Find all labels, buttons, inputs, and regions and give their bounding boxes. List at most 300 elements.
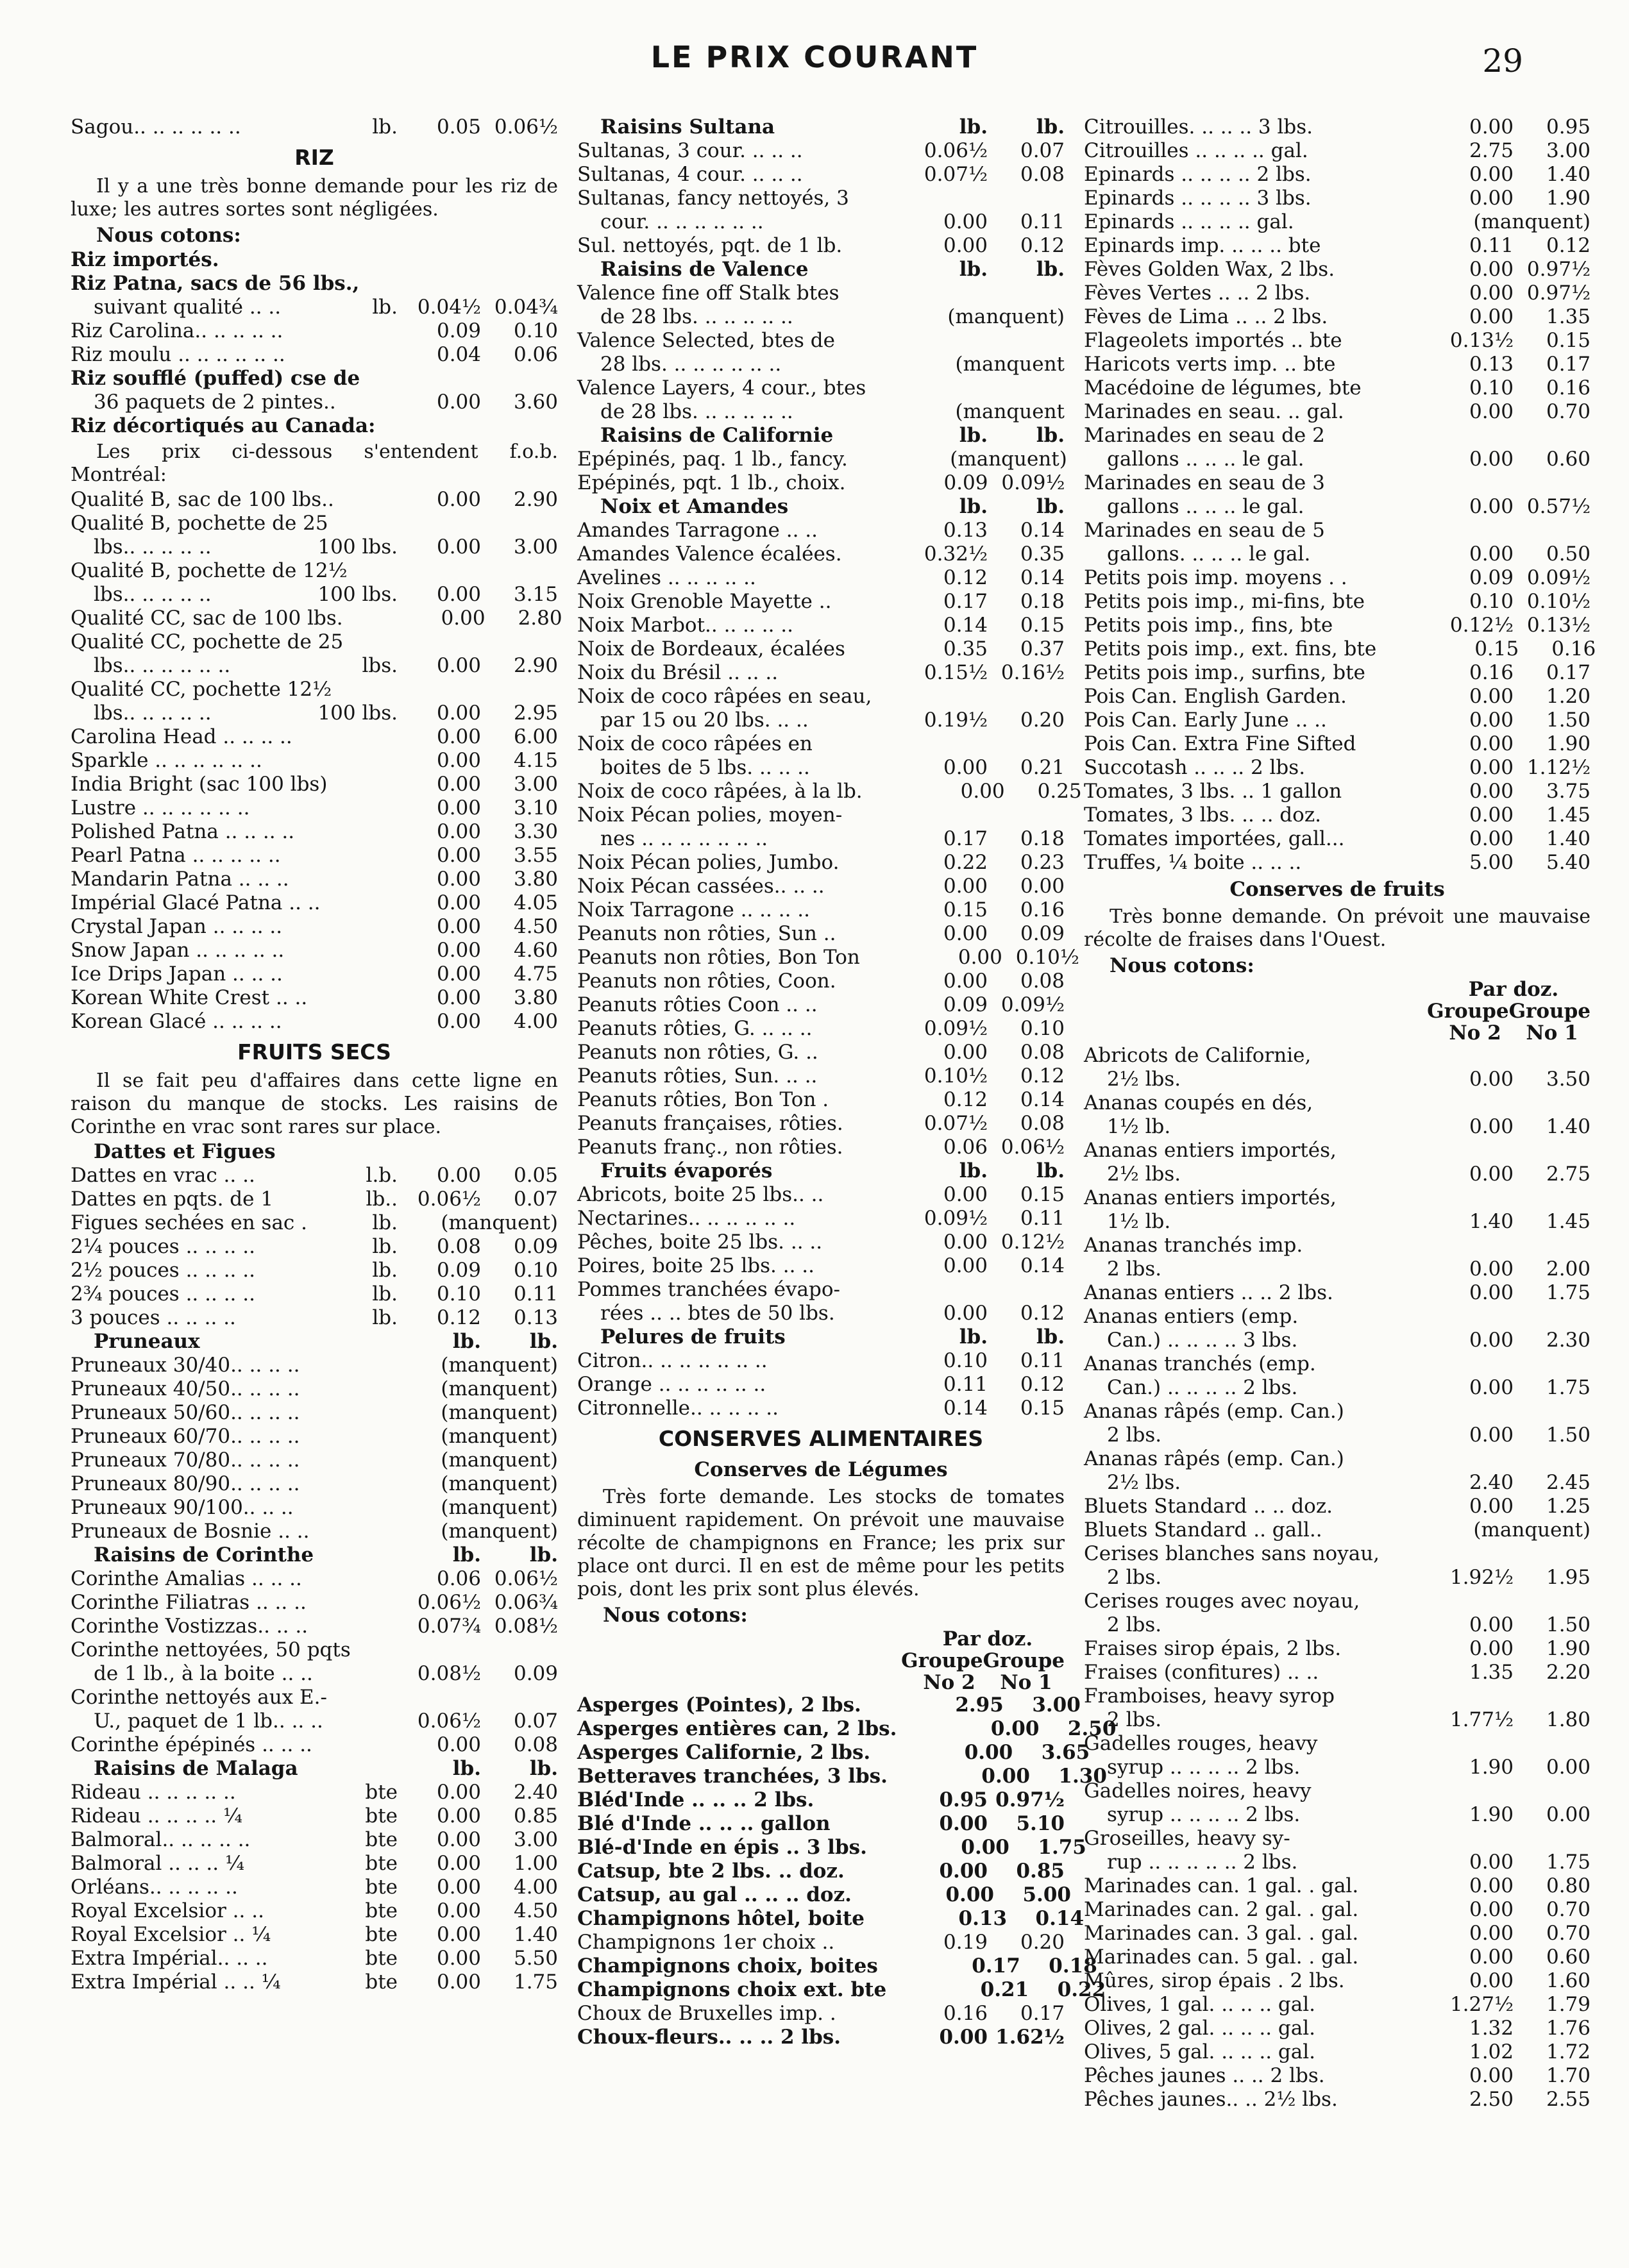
subsection-title: Raisins de Californie [600, 424, 834, 447]
item-label: Abricots, boite 25 lbs.. .. [577, 1183, 824, 1206]
unit-header: lb. [1036, 1159, 1065, 1182]
item-label: Amandes Tarragone .. .. [577, 519, 818, 542]
price-row [1084, 851, 1591, 875]
price-row [577, 376, 1065, 400]
item-label: Pruneaux 30/40.. .. .. .. [71, 1354, 300, 1377]
price-row [577, 281, 1065, 305]
price-row [577, 590, 1065, 614]
price-high: 4.50 [513, 915, 558, 938]
price-row [1084, 1851, 1591, 1874]
price-low: 1.27½ [1449, 1993, 1514, 2016]
price-high: 0.18 [1049, 1954, 1097, 1978]
price-row [577, 448, 1065, 471]
item-label: Riz Carolina.. .. .. .. .. [71, 319, 283, 342]
price-low: 0.14 [943, 1397, 988, 1420]
sub-heading: Riz décortiqués au Canada: [71, 414, 376, 437]
price-low: 0.12½ [1449, 614, 1514, 637]
price-row [1084, 1163, 1591, 1186]
price-high: 0.97½ [1526, 281, 1591, 305]
price-low: 0.15 [1474, 637, 1519, 660]
subsection-title: Noix et Amandes [600, 495, 789, 518]
price-low: 0.00 [1469, 1898, 1514, 1921]
price-row [577, 875, 1065, 898]
price-low: 0.00 [943, 234, 988, 257]
item-label: par 15 ou 20 lbs. .. .. [600, 709, 809, 732]
price-high: 4.75 [513, 962, 558, 986]
item-label: Riz moulu .. .. .. .. .. .. [71, 343, 285, 366]
price-row [1084, 1471, 1591, 1495]
price-row [71, 1828, 558, 1852]
subsection-title: Raisins de Malaga [94, 1757, 298, 1780]
price-low: 0.00 [1469, 1257, 1514, 1281]
price-low: 0.19 [943, 1931, 988, 1954]
price-low: 0.07½ [924, 163, 988, 186]
item-label: lbs.. .. .. .. .. [94, 583, 212, 606]
price-row [71, 1354, 558, 1377]
price-row [1084, 1091, 1591, 1115]
price-low: 0.00 [1469, 1874, 1514, 1897]
price-high: 0.14 [1020, 1088, 1065, 1111]
price-high: 2.80 [518, 607, 562, 630]
price-row [1084, 1139, 1591, 1163]
price-row [71, 1010, 558, 1034]
price-low: 0.08½ [417, 1662, 481, 1685]
price-high: 1.50 [1546, 1424, 1591, 1447]
item-label: Blé-d'Inde en épis .. 3 lbs. [577, 1836, 867, 1859]
price-row [1084, 1210, 1591, 1234]
item-unit: lb. [372, 1211, 398, 1234]
price-low: 0.06½ [417, 1591, 481, 1614]
price-high: 3.55 [513, 844, 558, 867]
price-row [1084, 756, 1591, 780]
item-label: Sultanas, 3 cour. .. .. .. [577, 139, 803, 162]
item-label: gallons .. .. .. le gal. [1107, 448, 1304, 471]
item-label: Noix Pécan cassées.. .. .. [577, 875, 825, 898]
price-high: 0.00 [1546, 1803, 1591, 1826]
price-low: 0.00 [436, 583, 481, 606]
price-high: 0.08 [1020, 163, 1065, 186]
price-high: 0.11 [1020, 1207, 1065, 1230]
price-low: 0.04 [436, 343, 481, 366]
price-row [71, 1377, 558, 1401]
price-high: 0.07 [513, 1709, 558, 1733]
item-label: Cerises rouges avec noyau, [1084, 1590, 1360, 1613]
item-label: Asperges entières can, 2 lbs. [577, 1717, 897, 1740]
price-row [1084, 1993, 1591, 2017]
price-low: 0.07¾ [417, 1615, 481, 1638]
price-row [1084, 329, 1591, 353]
price-high: 2.00 [1546, 1257, 1591, 1281]
subsection-rows [577, 448, 1065, 495]
price-high: 2.50 [1067, 1717, 1117, 1740]
item-label: Pêches, boite 25 lbs. .. .. [577, 1231, 823, 1254]
price-row [577, 139, 1065, 163]
price-row [71, 1947, 558, 1970]
price-high: 0.15 [1020, 1183, 1065, 1206]
item-label: Noix Grenoble Mayette .. [577, 590, 832, 613]
groupe-label: Groupe [901, 1649, 983, 1672]
price-low: 0.00 [436, 915, 481, 938]
item-label: Polished Patna .. .. .. .. [71, 820, 295, 843]
item-label: Noix de Bordeaux, écalées [577, 637, 845, 660]
price-high: 0.08 [1020, 1112, 1065, 1135]
unit-header: lb. [1036, 1325, 1065, 1348]
price-row [577, 851, 1065, 875]
price-row [1084, 187, 1591, 210]
item-label: 28 lbs. .. .. .. .. .. .. [600, 353, 782, 376]
item-label: de 28 lbs. .. .. .. .. .. [600, 305, 793, 328]
subsection-rows [71, 1781, 558, 1994]
item-label: Peanuts rôties, G. .. .. .. [577, 1017, 813, 1040]
item-label: Corinthe Amalias .. .. .. [71, 1567, 302, 1590]
item-label: Pruneaux 60/70.. .. .. .. [71, 1425, 300, 1448]
price-high: 3.50 [1546, 1068, 1591, 1091]
price-low: 0.00 [943, 1254, 988, 1277]
price-low: 0.00 [436, 749, 481, 772]
item-label: gallons .. .. .. le gal. [1107, 495, 1304, 518]
price-row [577, 1397, 1065, 1420]
price-high: 1.40 [1546, 1115, 1591, 1138]
item-label: India Bright (sac 100 lbs) [71, 773, 328, 796]
item-label: Amandes Valence écalées. [577, 542, 842, 566]
price-low: 0.00 [436, 939, 481, 962]
price-row [71, 1662, 558, 1686]
price-high: 0.35 [1020, 542, 1065, 566]
subsection-title: Raisins de Valence [600, 258, 809, 281]
item-label: Sparkle .. .. .. .. .. .. [71, 749, 262, 772]
price-high: 4.50 [513, 1899, 558, 1922]
price-high: 2.20 [1546, 1661, 1591, 1684]
price-high: 0.12 [1546, 234, 1591, 257]
price-low: 0.00 [1469, 1637, 1514, 1660]
price-low: 0.11 [943, 1373, 988, 1396]
price-high: 0.23 [1020, 851, 1065, 874]
price-high: 6.00 [513, 725, 558, 748]
price-high: 0.14 [1020, 566, 1065, 589]
price-row [577, 1207, 1065, 1231]
groupe-header [577, 1650, 1065, 1672]
item-label: Asperges Californie, 2 lbs. [577, 1741, 871, 1764]
price-high: 0.60 [1546, 1945, 1591, 1969]
price-row [1084, 1044, 1591, 1068]
price-row [1084, 1779, 1591, 1803]
price-high: 4.05 [513, 891, 558, 914]
price-row [577, 187, 1065, 210]
price-row [577, 614, 1065, 637]
price-row [577, 163, 1065, 187]
price-high: 0.21 [1020, 756, 1065, 779]
column-3 [1084, 115, 1596, 2219]
item-label: Petits pois imp., mi-fins, bte [1084, 590, 1365, 613]
price-row [71, 1472, 558, 1496]
price-low: 0.13 [958, 1907, 1008, 1930]
subsection-rows [71, 1567, 558, 1757]
item-label: Balmoral .. .. .. ¼ [71, 1852, 245, 1875]
price-low: 0.00 [1469, 2064, 1514, 2087]
unit-header: lb. [959, 1159, 988, 1182]
price-high: 0.13 [513, 1306, 558, 1329]
item-label: Pommes tranchées évapo- [577, 1278, 840, 1301]
item-label: Riz Patna, sacs de 56 lbs., [71, 272, 360, 295]
subsection-rows [577, 281, 1065, 424]
price-row [71, 512, 558, 535]
price-row [1084, 1590, 1591, 1613]
price-row [1084, 827, 1591, 851]
price-row [1084, 1969, 1591, 1993]
item-label: Sultanas, fancy nettoyés, 3 [577, 187, 849, 210]
price-low: 0.00 [960, 780, 1005, 803]
price-row [1084, 803, 1591, 827]
price-high: 0.06½ [494, 1567, 558, 1590]
price-row [71, 939, 558, 962]
no-header [1084, 1022, 1591, 1044]
item-label: Betteraves tranchées, 3 lbs. [577, 1765, 888, 1788]
price-low: 0.95 [939, 1788, 988, 1811]
price-row [577, 946, 1079, 970]
item-label: Peanuts rôties, Sun. .. .. [577, 1064, 818, 1088]
item-unit: bte [365, 1876, 398, 1899]
section-heading-riz: RIZ [294, 145, 334, 170]
price-row [1084, 2064, 1591, 2088]
item-label: gallons. .. .. .. le gal. [1107, 542, 1311, 566]
price-low: 0.00 [436, 391, 481, 414]
unit-header: lb. [529, 1330, 558, 1353]
price-high: 1.62½ [995, 2026, 1065, 2049]
price-low: 0.00 [943, 875, 988, 898]
price-row [1084, 1756, 1591, 1779]
price-low: 1.90 [1469, 1756, 1514, 1779]
price-high: 2.30 [1546, 1329, 1591, 1352]
price-row [577, 234, 1065, 258]
price-high: 0.15 [1020, 1397, 1065, 1420]
item-unit: bte [365, 1852, 398, 1875]
column-2 [577, 115, 1117, 2219]
price-high: 1.20 [1546, 685, 1591, 708]
item-label: Pruneaux 40/50.. .. .. .. [71, 1377, 300, 1400]
price-low: 0.00 [943, 756, 988, 779]
price-low: 0.00 [939, 1860, 988, 1883]
item-label: 2½ lbs. [1107, 1471, 1181, 1494]
price-low: 0.00 [1469, 780, 1514, 803]
price-row [577, 1278, 1065, 1302]
price-low: 0.00 [943, 1231, 988, 1254]
price-low: 0.00 [436, 796, 481, 819]
item-label: Qualité CC, pochette 12½ [71, 678, 332, 701]
price-high: 5.50 [513, 1947, 558, 1970]
price-row [71, 678, 558, 701]
item-label: Orange .. .. .. .. .. .. [577, 1373, 766, 1396]
page-number: 29 [1482, 42, 1523, 80]
price-row [1084, 2088, 1591, 2112]
price-low: 0.00 [436, 1947, 481, 1970]
price-high: 0.16 [1546, 376, 1591, 399]
price-low: 0.09 [436, 1259, 481, 1282]
price-high: 0.04¾ [494, 296, 558, 319]
price-row [1084, 1376, 1591, 1400]
par-doz-header [1084, 979, 1591, 1000]
item-unit: bte [365, 1804, 398, 1827]
item-label: Impérial Glacé Patna .. .. [71, 891, 321, 914]
price-status: (manquent) [441, 1496, 558, 1519]
item-label: Epinards .. .. .. .. 3 lbs. [1084, 187, 1312, 210]
item-label: Valence Layers, 4 cour., btes [577, 376, 866, 399]
price-row [577, 2002, 1065, 2026]
price-low: 0.00 [436, 1164, 481, 1187]
item-label: Citronnelle.. .. .. .. .. [577, 1397, 779, 1420]
price-low: 0.00 [436, 725, 481, 748]
price-row [1084, 1281, 1591, 1305]
price-low: 0.16 [943, 2002, 988, 2025]
price-high: 0.17 [1546, 661, 1591, 684]
fob-note: Les prix ci-dessous s'entendent f.o.b. Montréal: [71, 441, 558, 486]
price-low: 0.00 [1469, 495, 1514, 518]
price-low: 0.00 [436, 868, 481, 891]
item-label: Pruneaux 50/60.. .. .. .. [71, 1401, 300, 1424]
item-label: 2½ lbs. [1107, 1068, 1181, 1091]
item-label: Extra Impérial .. .. ¼ [71, 1970, 281, 1994]
item-label: Riz soufflé (puffed) cse de [71, 367, 360, 390]
price-row [1084, 281, 1591, 305]
price-low: 0.10 [1469, 376, 1514, 399]
price-high: 3.65 [1041, 1741, 1090, 1764]
price-row [1084, 1922, 1591, 1945]
price-row [577, 1693, 1081, 1717]
price-high: 0.05 [513, 1164, 558, 1187]
price-row [577, 756, 1065, 780]
price-high: 0.06¾ [494, 1591, 558, 1614]
item-label: Qualité B, pochette de 25 [71, 512, 328, 535]
price-status: (manquent) [441, 1354, 558, 1377]
item-label: Pruneaux de Bosnie .. .. [71, 1520, 310, 1543]
item-label: Epinards .. .. .. .. gal. [1084, 210, 1294, 233]
price-high: 2.95 [513, 701, 558, 725]
price-high: 0.18 [1020, 590, 1065, 613]
price-low: 0.00 [1469, 1281, 1514, 1304]
price-low: 0.00 [1469, 1969, 1514, 1992]
price-high: 0.17 [1546, 353, 1591, 376]
item-label: Citrouilles. .. .. .. 3 lbs. [1084, 115, 1313, 139]
price-low: 0.00 [1469, 732, 1514, 755]
item-label: Petits pois imp., fins, bte [1084, 614, 1333, 637]
market-note: Il y a une très bonne demande pour les riz de luxe; les autres sortes sont négligées. [71, 175, 558, 221]
item-label: Marinades can. 1 gal. . gal. [1084, 1874, 1359, 1897]
item-label: Marinades can. 2 gal. . gal. [1084, 1898, 1359, 1921]
item-unit: bte [365, 1828, 398, 1851]
price-row [1084, 1803, 1591, 1827]
price-high: 1.80 [1546, 1708, 1591, 1731]
price-row [577, 1349, 1065, 1373]
subsection-title: Raisins Sultana [600, 115, 775, 139]
item-label: 2 lbs. [1107, 1566, 1162, 1589]
item-label: Catsup, bte 2 lbs. .. doz. [577, 1860, 845, 1883]
price-high: 1.50 [1546, 709, 1591, 732]
price-row [1084, 1305, 1591, 1329]
item-unit: lb. [372, 1259, 398, 1282]
price-row [1084, 1874, 1591, 1898]
item-label: Royal Excelsior .. ¼ [71, 1923, 271, 1946]
price-low: 1.90 [1469, 1803, 1514, 1826]
no2-label: No 2 [1449, 1021, 1501, 1045]
price-high: 0.11 [1020, 1349, 1065, 1372]
price-low: 0.00 [1469, 258, 1514, 281]
price-low: 0.00 [945, 1883, 994, 1906]
price-low: 0.09½ [924, 1017, 988, 1040]
item-label: Fraises (confitures) .. .. [1084, 1661, 1319, 1684]
price-row [1084, 115, 1591, 139]
item-unit: lb. [372, 115, 398, 139]
item-label: Flageolets importés .. bte [1084, 329, 1342, 352]
price-high: 0.22 [1057, 1978, 1106, 2001]
price-row [1084, 1945, 1591, 1969]
price-low: 0.00 [1469, 542, 1514, 566]
price-row [577, 685, 1065, 709]
item-label: Dattes en pqts. de 1 [71, 1188, 274, 1211]
price-low: 0.06 [943, 1136, 988, 1159]
price-high: 3.30 [513, 820, 558, 843]
price-row [577, 1088, 1065, 1112]
price-low: 2.75 [1469, 139, 1514, 162]
item-label: Olives, 1 gal. .. .. .. gal. [1084, 1993, 1316, 2016]
price-high: 1.90 [1546, 1637, 1591, 1660]
price-high: 1.40 [513, 1923, 558, 1946]
unit-header: lb. [959, 115, 988, 139]
price-row [71, 1496, 558, 1520]
subsection-title: Pelures de fruits [600, 1325, 786, 1348]
price-low: 0.00 [436, 1923, 481, 1946]
item-label: Valence fine off Stalk btes [577, 281, 840, 305]
item-label: Ananas coupés en dés, [1084, 1091, 1313, 1114]
price-row [71, 1709, 558, 1733]
price-row [1084, 471, 1591, 495]
price-low: 0.00 [939, 1812, 988, 1835]
item-label: Pruneaux 90/100.. .. .. [71, 1496, 294, 1519]
price-high: 5.00 [1022, 1883, 1071, 1906]
item-label: 2 lbs. [1107, 1257, 1162, 1281]
page-title: LE PRIX COURANT [650, 40, 979, 74]
price-status: (manquent) [441, 1211, 558, 1234]
item-unit: lb. [372, 1306, 398, 1329]
item-unit: lbs. [362, 654, 398, 677]
price-high: 0.09½ [1000, 993, 1065, 1016]
price-row [71, 1686, 558, 1709]
price-row [1084, 1234, 1591, 1257]
price-row [71, 1567, 558, 1591]
item-label: lbs.. .. .. .. .. [94, 535, 212, 559]
item-label: boites de 5 lbs. .. .. .. [600, 756, 810, 779]
price-low: 1.02 [1469, 2040, 1514, 2063]
item-label: Pêches jaunes.. .. 2½ lbs. [1084, 2088, 1338, 2111]
subsection-rows [577, 1183, 1065, 1325]
price-row [71, 319, 558, 343]
item-label: Crystal Japan .. .. .. .. [71, 915, 283, 938]
item-label: Rideau .. .. .. .. ¼ [71, 1804, 243, 1827]
price-row [1084, 1352, 1591, 1376]
price-low: 0.00 [1469, 281, 1514, 305]
unit-header: lb. [959, 1325, 988, 1348]
item-label: Ananas entiers (emp. [1084, 1305, 1299, 1328]
price-row [71, 1306, 558, 1330]
item-label: Cerises blanches sans noyau, [1084, 1542, 1380, 1565]
price-row [1084, 258, 1591, 281]
item-label: Qualité B, sac de 100 lbs.. [71, 488, 334, 511]
riz-items [71, 319, 558, 367]
price-row [577, 1836, 1086, 1860]
price-status: (manquent) [441, 1377, 558, 1400]
price-high: 0.10 [1020, 1017, 1065, 1040]
item-label: Qualité B, pochette de 12½ [71, 559, 348, 582]
price-high: 0.09 [1020, 922, 1065, 945]
price-row [1084, 1400, 1591, 1424]
